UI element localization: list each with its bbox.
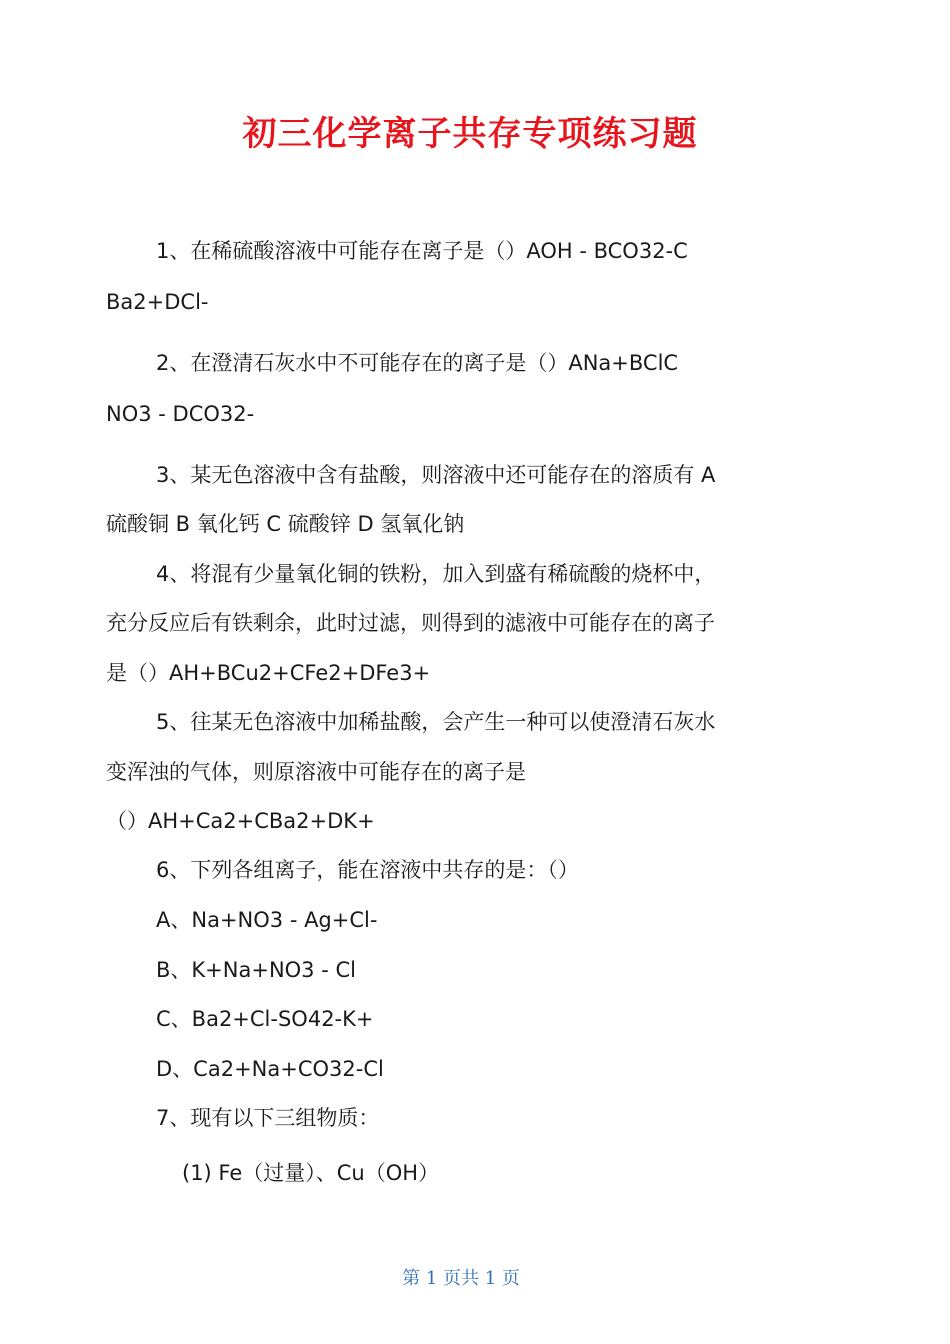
q4-line-1: 4、将混有少量氧化铜的铁粉，加入到盛有稀硫酸的烧杯中， bbox=[156, 562, 716, 586]
q4-line-3: 是（）AH+BCu2+CFe2+DFe3+ bbox=[106, 661, 431, 685]
q1-line-1: 1、在稀硫酸溶液中可能存在离子是（）AOH - BCO32-C bbox=[156, 239, 688, 263]
q6-option-c: C、Ba2+Cl-SO42-K+ bbox=[156, 1007, 374, 1031]
q1-line-2: Ba2+DCl- bbox=[106, 290, 209, 314]
q2-line-2: NO3 - DCO32- bbox=[106, 402, 255, 426]
q6-option-b: B、K+Na+NO3 - Cl bbox=[156, 958, 356, 982]
q5-line-2: 变浑浊的气体，则原溶液中可能存在的离子是 bbox=[106, 760, 526, 784]
document-title: 初三化学离子共存专项练习题 bbox=[242, 114, 698, 154]
q5-line-3: （）AH+Ca2+CBa2+DK+ bbox=[106, 809, 375, 833]
q6-option-d: D、Ca2+Na+CO32-Cl bbox=[156, 1057, 384, 1081]
q3-line-1: 3、某无色溶液中含有盐酸，则溶液中还可能存在的溶质有 A bbox=[156, 463, 716, 487]
q7-group-1: (1) Fe（过量）、Cu（OH） bbox=[182, 1161, 440, 1185]
q6-option-a: A、Na+NO3 - Ag+Cl- bbox=[156, 908, 378, 932]
q2-line-1: 2、在澄清石灰水中不可能存在的离子是（）ANa+BClC bbox=[156, 351, 679, 375]
q5-line-1: 5、往某无色溶液中加稀盐酸，会产生一种可以使澄清石灰水 bbox=[156, 710, 716, 734]
q3-line-2: 硫酸铜 B 氧化钙 C 硫酸锌 D 氢氧化钠 bbox=[106, 512, 465, 536]
q6-line-1: 6、下列各组离子，能在溶液中共存的是：（） bbox=[156, 858, 579, 882]
page-footer: 第 1 页共 1 页 bbox=[402, 1268, 520, 1289]
q4-line-2: 充分反应后有铁剩余，此时过滤，则得到的滤液中可能存在的离子 bbox=[106, 611, 715, 635]
q7-line-1: 7、现有以下三组物质： bbox=[156, 1106, 380, 1130]
